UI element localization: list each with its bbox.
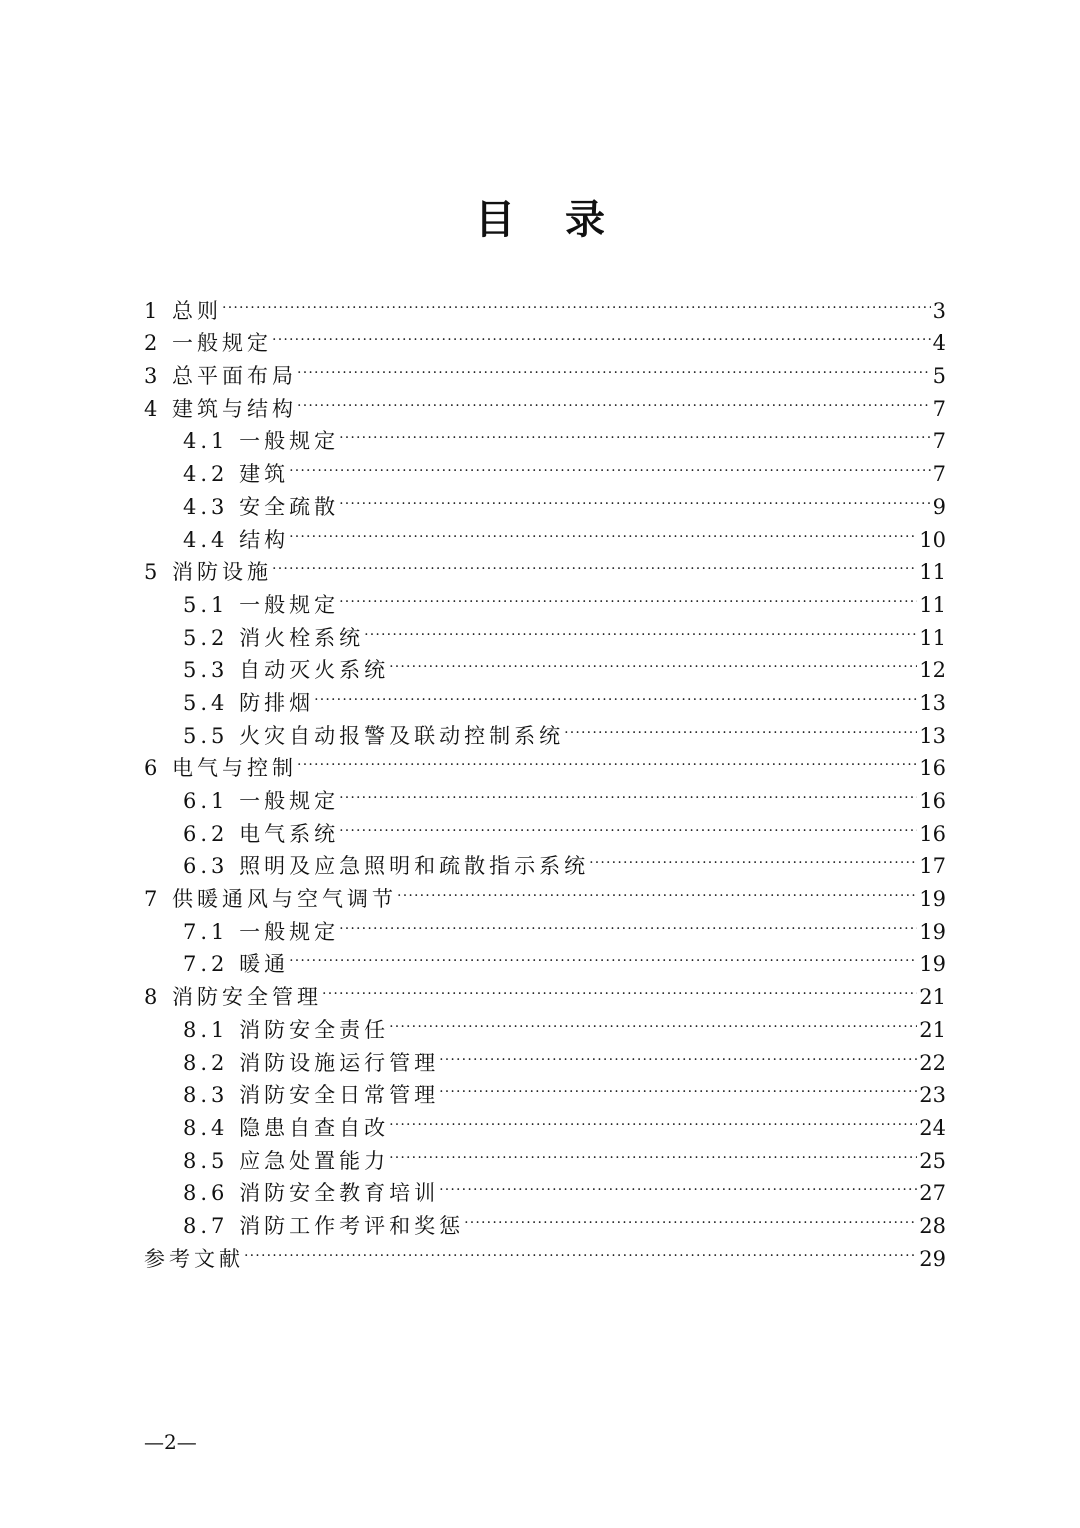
dot-leader (464, 1200, 917, 1233)
toc-entry-label: 5.3 自动灭火系统 (183, 658, 390, 683)
toc-entry-label: 8.1 消防安全责任 (183, 1017, 390, 1042)
toc-entry-page-number: 12 (919, 658, 946, 683)
toc-entry-label: 5.2 消火栓系统 (183, 625, 365, 650)
toc-entry-label: 5.1 一般规定 (183, 592, 340, 617)
toc-entry-page-number: 16 (919, 789, 946, 813)
page-number: —2— (144, 1430, 197, 1454)
toc-entry-label: 6.1 一般规定 (183, 789, 340, 813)
dot-leader (289, 939, 917, 972)
dot-leader (389, 1135, 917, 1168)
toc-entry-label: 5.4 防排烟 (183, 690, 315, 715)
dot-leader (322, 971, 917, 1004)
toc-entry-label: 8.2 消防设施运行管理 (183, 1050, 440, 1075)
dot-leader (389, 645, 917, 678)
toc-entry-page-number: 4 (932, 331, 946, 356)
dot-leader (339, 481, 931, 514)
toc-entry-label: 4.4 结构 (183, 527, 290, 552)
toc-entry[interactable] (144, 285, 946, 323)
toc-entry-page-number: 13 (919, 723, 946, 748)
toc-entry-page-number: 9 (932, 494, 946, 519)
toc-entry-page-number: 25 (919, 1148, 946, 1173)
toc-entry-label: 参考文献 (144, 1246, 244, 1271)
toc-entry-page-number: 27 (919, 1181, 946, 1206)
toc-entry-label: 4.3 安全疏散 (183, 494, 340, 519)
toc-list (144, 285, 946, 1271)
toc-entry-label: 6.2 电气系统 (183, 821, 340, 846)
dot-leader (339, 775, 917, 808)
toc-entry-label: 7.1 一般规定 (183, 919, 340, 944)
toc-entry-page-number: 16 (919, 821, 946, 846)
dot-leader (389, 1004, 917, 1037)
dot-leader (589, 841, 917, 874)
dot-leader (297, 350, 931, 383)
dot-leader (272, 547, 917, 580)
dot-leader (364, 612, 917, 645)
toc-entry-page-number: 5 (932, 364, 946, 389)
toc-entry-page-number: 7 (932, 462, 946, 487)
toc-entry-label: 4.2 建筑 (183, 462, 290, 487)
toc-entry-page-number: 11 (919, 592, 946, 617)
toc-entry-page-number: 11 (919, 560, 946, 585)
toc-entry-page-number: 13 (919, 690, 946, 715)
toc-entry-page-number: 3 (932, 298, 946, 323)
dot-leader (244, 1233, 917, 1266)
dot-leader (339, 906, 917, 939)
toc-entry-page-number: 19 (919, 952, 946, 977)
dot-leader (272, 318, 931, 351)
toc-entry-page-number: 22 (919, 1050, 946, 1075)
toc-entry-page-number: 21 (919, 1017, 946, 1042)
toc-entry-page-number: 16 (919, 756, 946, 781)
dot-leader (289, 514, 917, 547)
dot-leader (564, 710, 917, 743)
toc-entry-label: 7.2 暖通 (183, 952, 290, 977)
toc-entry-page-number: 28 (919, 1213, 946, 1238)
toc-entry-label: 6.3 照明及应急照明和疏散指示系统 (183, 854, 590, 879)
dot-leader (339, 416, 931, 449)
toc-entry-label: 4.1 一般规定 (183, 429, 340, 454)
toc-entry[interactable] (144, 1233, 946, 1271)
dot-leader (289, 448, 931, 481)
toc-entry-label: 8.7 消防工作考评和奖惩 (183, 1213, 465, 1238)
toc-entry[interactable] (144, 318, 946, 356)
toc-entry-label: 6 电气与控制 (144, 756, 298, 781)
dot-leader (389, 1102, 917, 1135)
dot-leader (439, 1168, 917, 1201)
toc-entry-page-number: 24 (919, 1115, 946, 1140)
toc-entry-label: 8.4 隐患自查自改 (183, 1115, 390, 1140)
toc-entry-page-number: 19 (919, 919, 946, 944)
dot-leader (339, 579, 917, 612)
toc-entry-page-number: 29 (919, 1246, 946, 1271)
toc-entry-page-number: 23 (919, 1083, 946, 1108)
dot-leader (397, 873, 917, 906)
dot-leader (314, 677, 917, 710)
toc-entry-label: 3 总平面布局 (144, 364, 298, 389)
toc-entry-label: 4 建筑与结构 (144, 396, 298, 421)
toc-entry-label: 7 供暖通风与空气调节 (144, 887, 398, 912)
toc-entry-label: 1 总则 (144, 298, 223, 323)
toc-entry-page-number: 17 (919, 854, 946, 879)
toc-entry-label: 5.5 火灾自动报警及联动控制系统 (183, 723, 565, 748)
toc-entry-page-number: 21 (919, 985, 946, 1010)
toc-entry-label: 5 消防设施 (144, 560, 273, 585)
toc-entry-label: 8.3 消防安全日常管理 (183, 1083, 440, 1108)
dot-leader (297, 383, 931, 416)
toc-entry-page-number: 7 (932, 429, 946, 454)
dot-leader (222, 285, 931, 318)
toc-entry-label: 2 一般规定 (144, 331, 273, 356)
dot-leader (297, 743, 917, 776)
toc-title: 目 录 (475, 196, 623, 243)
dot-leader (339, 808, 917, 841)
toc-entry-label: 8 消防安全管理 (144, 985, 323, 1010)
toc-entry-page-number: 11 (919, 625, 946, 650)
dot-leader (439, 1037, 917, 1070)
toc-entry-page-number: 10 (919, 527, 946, 552)
toc-entry-page-number: 7 (932, 396, 946, 421)
toc-entry-label: 8.5 应急处置能力 (183, 1148, 390, 1173)
toc-entry-label: 8.6 消防安全教育培训 (183, 1181, 440, 1206)
dot-leader (439, 1070, 917, 1103)
toc-entry-page-number: 19 (919, 887, 946, 912)
